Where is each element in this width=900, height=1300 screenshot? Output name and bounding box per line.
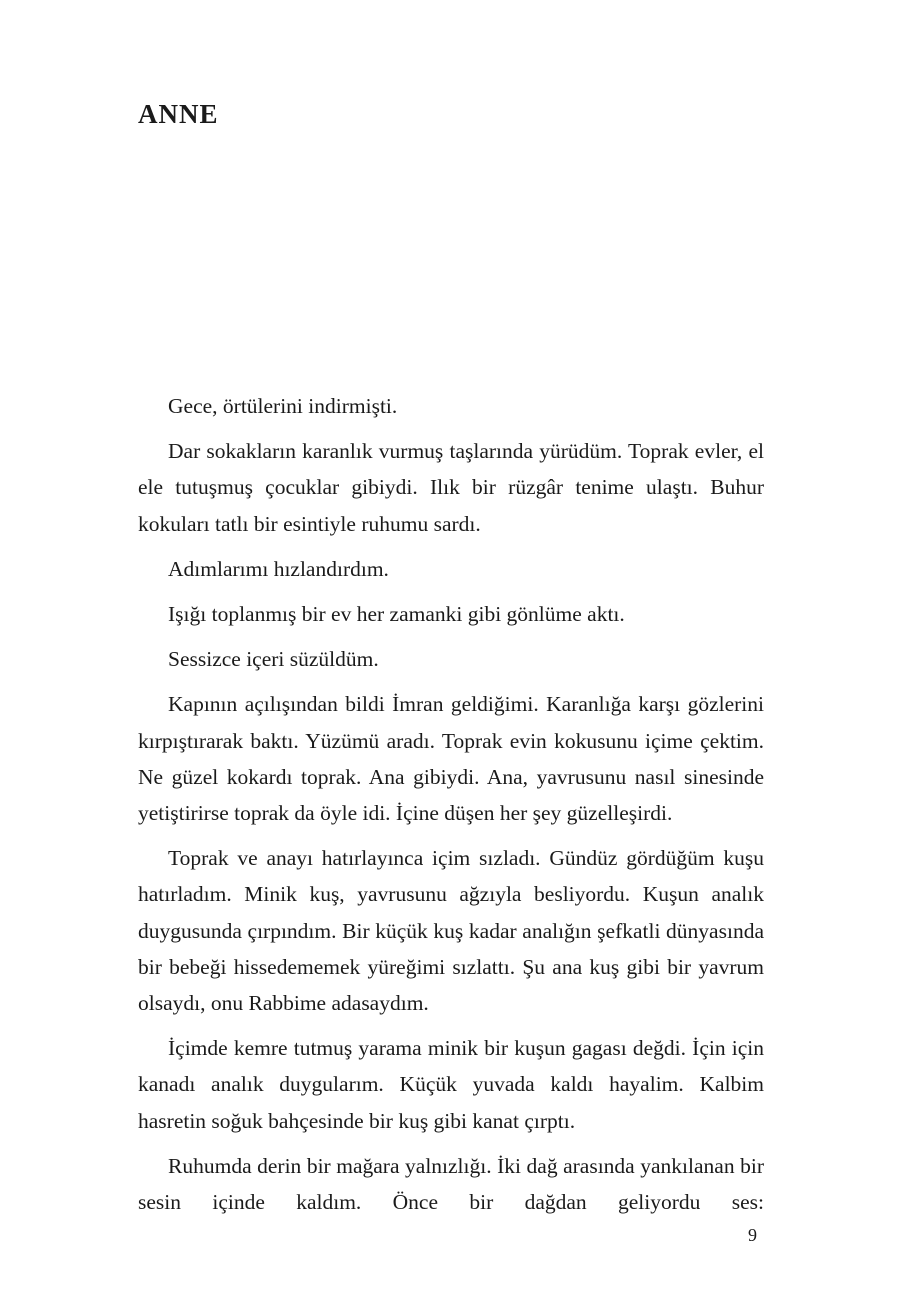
paragraph: Sessizce içeri süzüldüm. [168,647,379,672]
paragraph: Dar sokakların karanlık vurmuş taşlarında yürüdüm. Toprak evler, el ele tutuşmuş çocuklar gibiydi. Ilık bir rüzgâr tenime ulaştı. Buhur kokuları tatlı bir esintiyle ruhumu sardı. [138,439,764,536]
paragraph: Gece, örtülerini indirmişti. [168,394,398,418]
page-number: 9 [748,1225,757,1245]
paragraph: Işığı toplanmış bir ev her zamanki gibi gönlüme aktı. [168,602,625,627]
paragraph: Adımlarımı hızlandırdım. [168,556,389,581]
chapter-body [138,388,764,1229]
chapter-title: ANNE [138,99,219,129]
paragraph: Ruhumda derin bir mağara yalnızlığı. İki dağ arasında yankılanan bir sesin içinde kaldım. Önce bir dağdan geliyordu ses: [138,1153,764,1215]
paragraph: İçimde kemre tutmuş yarama minik bir kuşun gagası değdi. İçin için kanadı analık duygularım. Küçük yuvada kaldı hayalim. Kalbim hasretin soğuk bahçesinde bir kuş gibi kanat çırptı. [138,1036,764,1133]
paragraph: Toprak ve anayı hatırlayınca içim sızladı. Gündüz gördüğüm kuşu hatırladım. Minik kuş, yavrusunu ağzıyla besliyordu. Kuşun analık duygusunda çırpındım. Bir küçük kuş kadar analığın şefkatli dünyasında bir bebeği hissedememek yüreğimi sızlattı. Şu ana kuş gibi bir yavrum olsaydı, onu Rabbime adasaydım. [138,846,764,1016]
paragraph: Kapının açılışından bildi İmran geldiğimi. Karanlığa karşı gözlerini kırpıştırarak baktı. Yüzümü aradı. Toprak evin kokusunu içime çektim. Ne güzel kokardı toprak. Ana gibiydi. Ana, yavrusunu nasıl sinesinde yetiştirirse toprak da öyle idi. İçine düşen her şey güzelleşirdi. [138,692,764,826]
